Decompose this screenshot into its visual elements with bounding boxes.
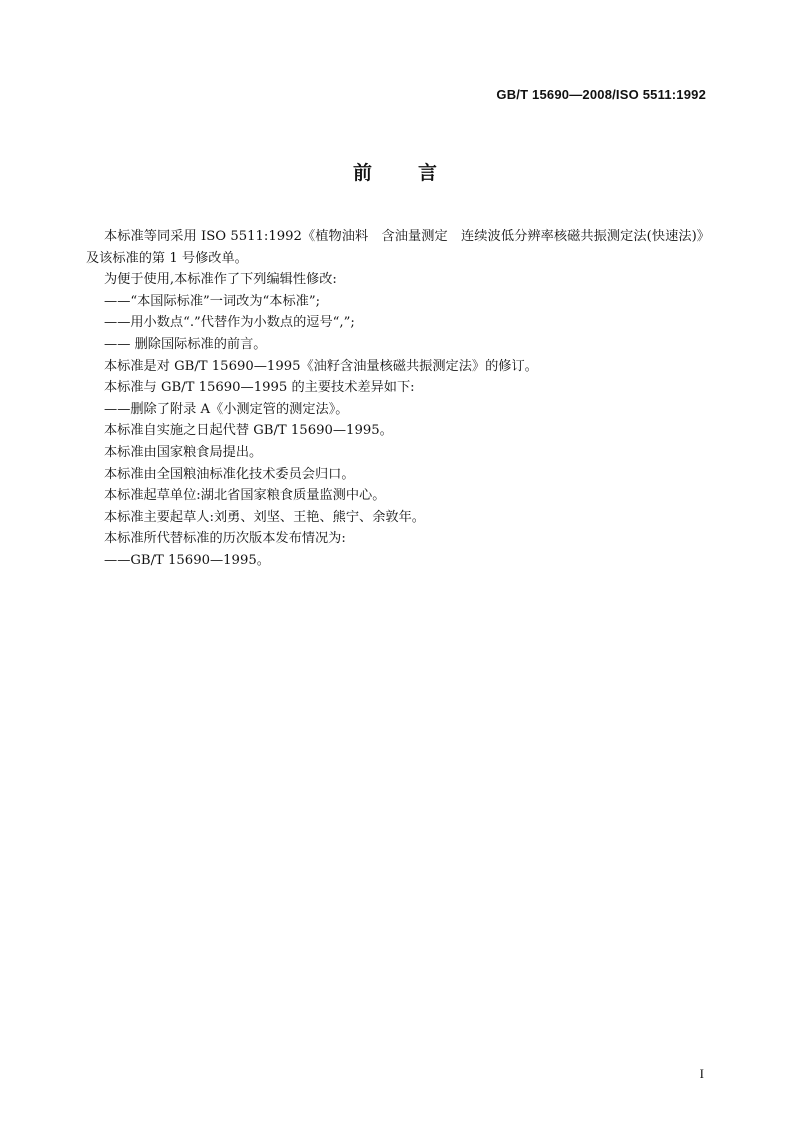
paragraph-proposed-by: 本标准由国家粮食局提出。 xyxy=(104,444,263,460)
standard-code-header: GB/T 15690—2008/ISO 5511:1992 xyxy=(496,87,706,102)
foreword-body xyxy=(86,226,710,572)
list-item-history-1: ——GB/T 15690—1995。 xyxy=(104,552,270,568)
paragraph-editorial-intro: 为便于使用,本标准作了下列编辑性修改: xyxy=(104,272,337,288)
list-item-difference-1: ——删除了附录 A《小测定管的测定法》。 xyxy=(104,401,349,417)
paragraph-differences-intro: 本标准与 GB/T 15690—1995 的主要技术差异如下: xyxy=(104,380,415,396)
list-item-editorial-2: ——用小数点“.”代替作为小数点的逗号“,”; xyxy=(104,315,355,331)
paragraph-revision: 本标准是对 GB/T 15690—1995《油籽含油量核磁共振测定法》的修订。 xyxy=(104,358,538,374)
list-item-editorial-3: —— 删除国际标准的前言。 xyxy=(104,336,267,352)
list-item-editorial-1: ——“本国际标准”一词改为“本标准”; xyxy=(104,293,321,309)
page-number: I xyxy=(699,1066,704,1081)
paragraph-adoption: 本标准等同采用 ISO 5511:1992《植物油料 含油量测定 连续波低分辨率核磁共振测定法(快速法)》及该标准的第 1 号修改单。 xyxy=(86,229,710,266)
paragraph-replaces: 本标准自实施之日起代替 GB/T 15690—1995。 xyxy=(104,423,393,439)
page-title xyxy=(0,158,790,185)
paragraph-drafting-unit: 本标准起草单位:湖北省国家粮食质量监测中心。 xyxy=(104,488,386,504)
page-title-char-1: 前 xyxy=(352,162,372,184)
paragraph-drafters: 本标准主要起草人:刘勇、刘坚、王艳、熊宁、余敦年。 xyxy=(104,509,425,525)
paragraph-history-intro: 本标准所代替标准的历次版本发布情况为: xyxy=(104,531,346,547)
page-title-char-2: 言 xyxy=(418,162,438,184)
paragraph-responsible-committee: 本标准由全国粮油标准化技术委员会归口。 xyxy=(104,466,355,482)
